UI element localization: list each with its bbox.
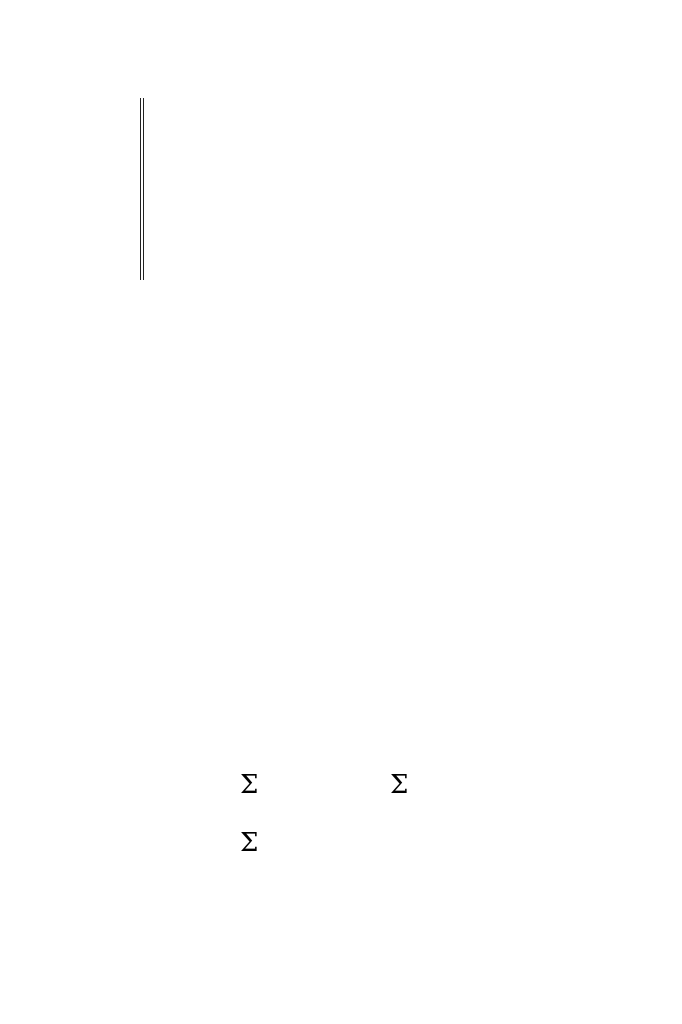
sum2-sigma: Σ	[390, 770, 409, 800]
figure-caption	[198, 628, 220, 643]
equation-block	[0, 755, 682, 895]
sum1-sigma: Σ	[240, 770, 259, 800]
sum3-sigma: Σ	[240, 828, 259, 858]
